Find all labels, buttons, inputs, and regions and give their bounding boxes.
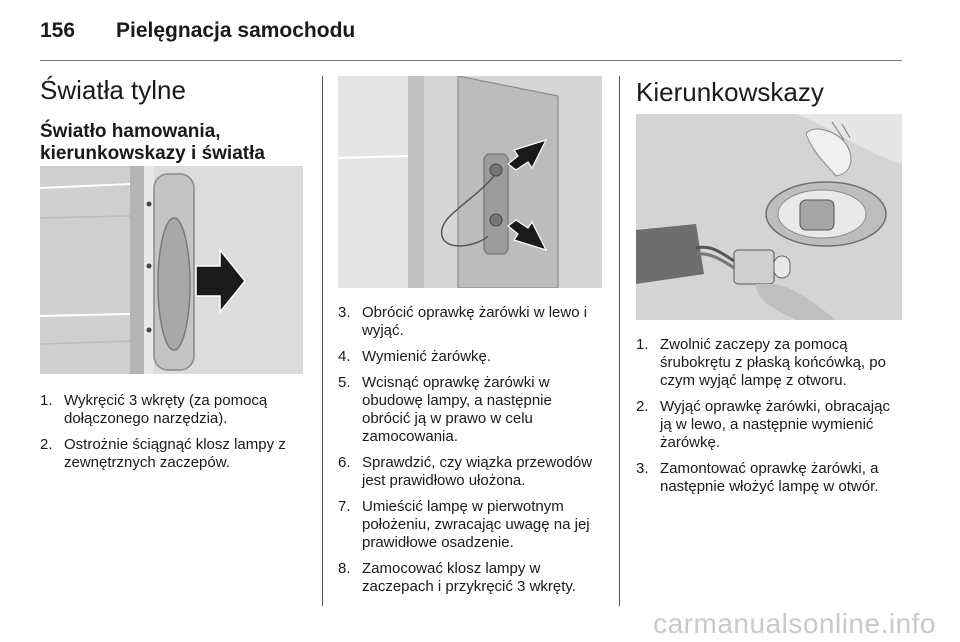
step-number: 1. bbox=[40, 392, 53, 409]
step-number: 5. bbox=[338, 374, 351, 391]
column-2-steps bbox=[338, 304, 604, 604]
side-indicator-illustration bbox=[636, 114, 902, 320]
header-rule bbox=[40, 60, 902, 61]
section-heading: Kierunkowskazy bbox=[636, 77, 824, 107]
step-text: Wykręcić 3 wkręty (za pomocą dołączonego narzędzia). bbox=[64, 392, 268, 427]
list-item bbox=[338, 374, 604, 446]
column-divider-1 bbox=[322, 76, 323, 606]
step-text: Zwolnić zaczepy za pomocą śrubokrętu z płaską końcówką, po czym wyjąć lampę z otworu. bbox=[660, 336, 886, 389]
list-item bbox=[338, 304, 604, 340]
step-text: Wyjąć oprawkę żarówki, obracając ją w lewo, a następnie wymienić żarówkę. bbox=[660, 398, 890, 451]
step-number: 2. bbox=[40, 436, 53, 453]
steps-list bbox=[636, 336, 904, 496]
list-item bbox=[338, 348, 604, 366]
step-number: 6. bbox=[338, 454, 351, 471]
step-text: Zamontować oprawkę żarówki, a następnie włożyć lampę w otwór. bbox=[660, 460, 879, 495]
rear-lamp-illustration bbox=[40, 166, 303, 374]
step-text: Ostrożnie ściągnąć klosz lampy z zewnętrznych zaczepów. bbox=[64, 436, 286, 471]
list-item bbox=[338, 560, 604, 596]
page-title: Pielęgnacja samochodu bbox=[116, 19, 356, 42]
step-text: Sprawdzić, czy wiązka przewodów jest prawidłowo ułożona. bbox=[362, 454, 593, 489]
step-text: Umieścić lampę w pierwotnym położeniu, zwracając uwagę na jej prawidłowe osadzenie. bbox=[362, 498, 590, 551]
step-number: 3. bbox=[338, 304, 351, 321]
step-number: 2. bbox=[636, 398, 649, 415]
bulb-holder-illustration bbox=[338, 76, 602, 288]
list-item bbox=[636, 460, 904, 496]
step-text: Zamocować klosz lampy w zaczepach i przykręcić 3 wkręty. bbox=[362, 560, 576, 595]
subsection-heading-line-1: Światło hamowania, bbox=[40, 120, 221, 142]
step-text: Wymienić żarówkę. bbox=[362, 348, 492, 365]
steps-list bbox=[40, 392, 308, 472]
step-number: 4. bbox=[338, 348, 351, 365]
side-indicator-figure bbox=[636, 114, 902, 320]
step-text: Obrócić oprawkę żarówki w lewo i wyjąć. bbox=[362, 304, 588, 339]
column-3-steps bbox=[636, 336, 904, 504]
watermark: carmanualsonline.info bbox=[653, 608, 936, 639]
step-number: 8. bbox=[338, 560, 351, 577]
section-heading: Światła tylne bbox=[40, 75, 186, 105]
step-number: 3. bbox=[636, 460, 649, 477]
rear-lamp-figure bbox=[40, 166, 303, 374]
bulb-holder-figure bbox=[338, 76, 602, 288]
list-item bbox=[40, 436, 308, 472]
page-number: 156 bbox=[40, 19, 76, 42]
subsection-heading-line-2: kierunkowskazy i światła bbox=[40, 143, 265, 165]
page-header bbox=[40, 14, 355, 48]
list-item bbox=[338, 498, 604, 552]
list-item bbox=[40, 392, 308, 428]
step-number: 1. bbox=[636, 336, 649, 353]
step-number: 7. bbox=[338, 498, 351, 515]
list-item bbox=[338, 454, 604, 490]
column-divider-2 bbox=[619, 76, 620, 606]
steps-list bbox=[338, 304, 604, 596]
step-text: Wcisnąć oprawkę żarówki w obudowę lampy, a następnie obrócić ją w prawo w celu zamocowania. bbox=[362, 374, 552, 445]
list-item bbox=[636, 398, 904, 452]
list-item bbox=[636, 336, 904, 390]
column-1-steps bbox=[40, 392, 308, 480]
